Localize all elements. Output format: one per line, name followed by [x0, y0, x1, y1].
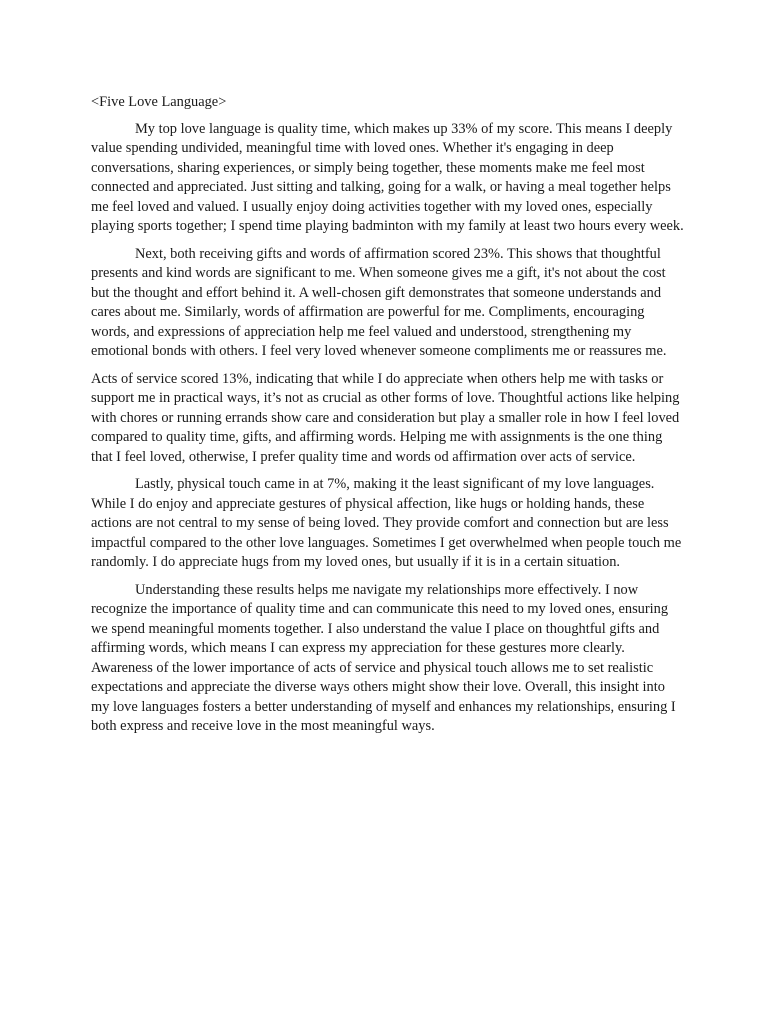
- document-title: <Five Love Language>: [91, 94, 227, 110]
- paragraph-physical-touch: Lastly, physical touch came in at 7%, making it the least significant of my love languages. While I do enjoy and appreciate gestures of physical affection, like hugs or holding hands, these actions are not central to my sense of being loved. They provide comfort and connection but are less impactful compared to the other love languages. Sometimes I get overwhelmed when people touch me randomly. I do appreciate hugs from my loved ones, but usually if it is in a certain situation.: [91, 476, 682, 570]
- paragraph-acts-of-service: Acts of service scored 13%, indicating that while I do appreciate when others help me with tasks or support me in practical ways, it’s not as crucial as other forms of love. Thoughtful actions like helping with chores or running errands show care and consideration but play a smaller role in how I feel loved compared to quality time, gifts, and affirming words. Helping me with assignments is the one thing that I feel loved, otherwise, I prefer quality time and words od affirmation over acts of service.: [91, 370, 680, 465]
- paragraph-quality-time: My top love language is quality time, which makes up 33% of my score. This means I deeply value spending undivided, meaningful time with loved ones. Whether it's engaging in deep conversations, sharing experiences, or simply being together, these moments make me feel most connected and appreciated. Just sitting and talking, going for a walk, or having a meal together helps me feel loved and valued. I usually enjoy doing activities together with my loved ones, especially playing sports together; I spend time playing badminton with my family at least two hours every week.: [91, 120, 684, 234]
- paragraph-gifts-affirmation: Next, both receiving gifts and words of affirmation scored 23%. This shows that thoughtful presents and kind words are significant to me. When someone gives me a gift, it's not about the cost but the thought and effort behind it. A well-chosen gift demonstrates that someone understands and cares about me. Similarly, words of affirmation are powerful for me. Compliments, encouraging words, and expressions of appreciation help me feel valued and understood, strengthening my emotional bonds with others. I feel very loved whenever someone compliments me or reassures me.: [91, 245, 667, 359]
- paragraph-conclusion: Understanding these results helps me navigate my relationships more effectively. I now recognize the importance of quality time and can communicate this need to my loved ones, ensuring we spend meaningful moments together. I also understand the value I place on thoughtful gifts and affirming words, which means I can express my appreciation for these gestures more clearly. Awareness of the lower importance of acts of service and physical touch allows me to set realistic expectations and appreciate the diverse ways others might show their love. Overall, this insight into my love languages fosters a better understanding of myself and enhances my relationships, ensuring I both express and receive love in the most meaningful ways.: [91, 581, 676, 734]
- document-body: [91, 93, 684, 745]
